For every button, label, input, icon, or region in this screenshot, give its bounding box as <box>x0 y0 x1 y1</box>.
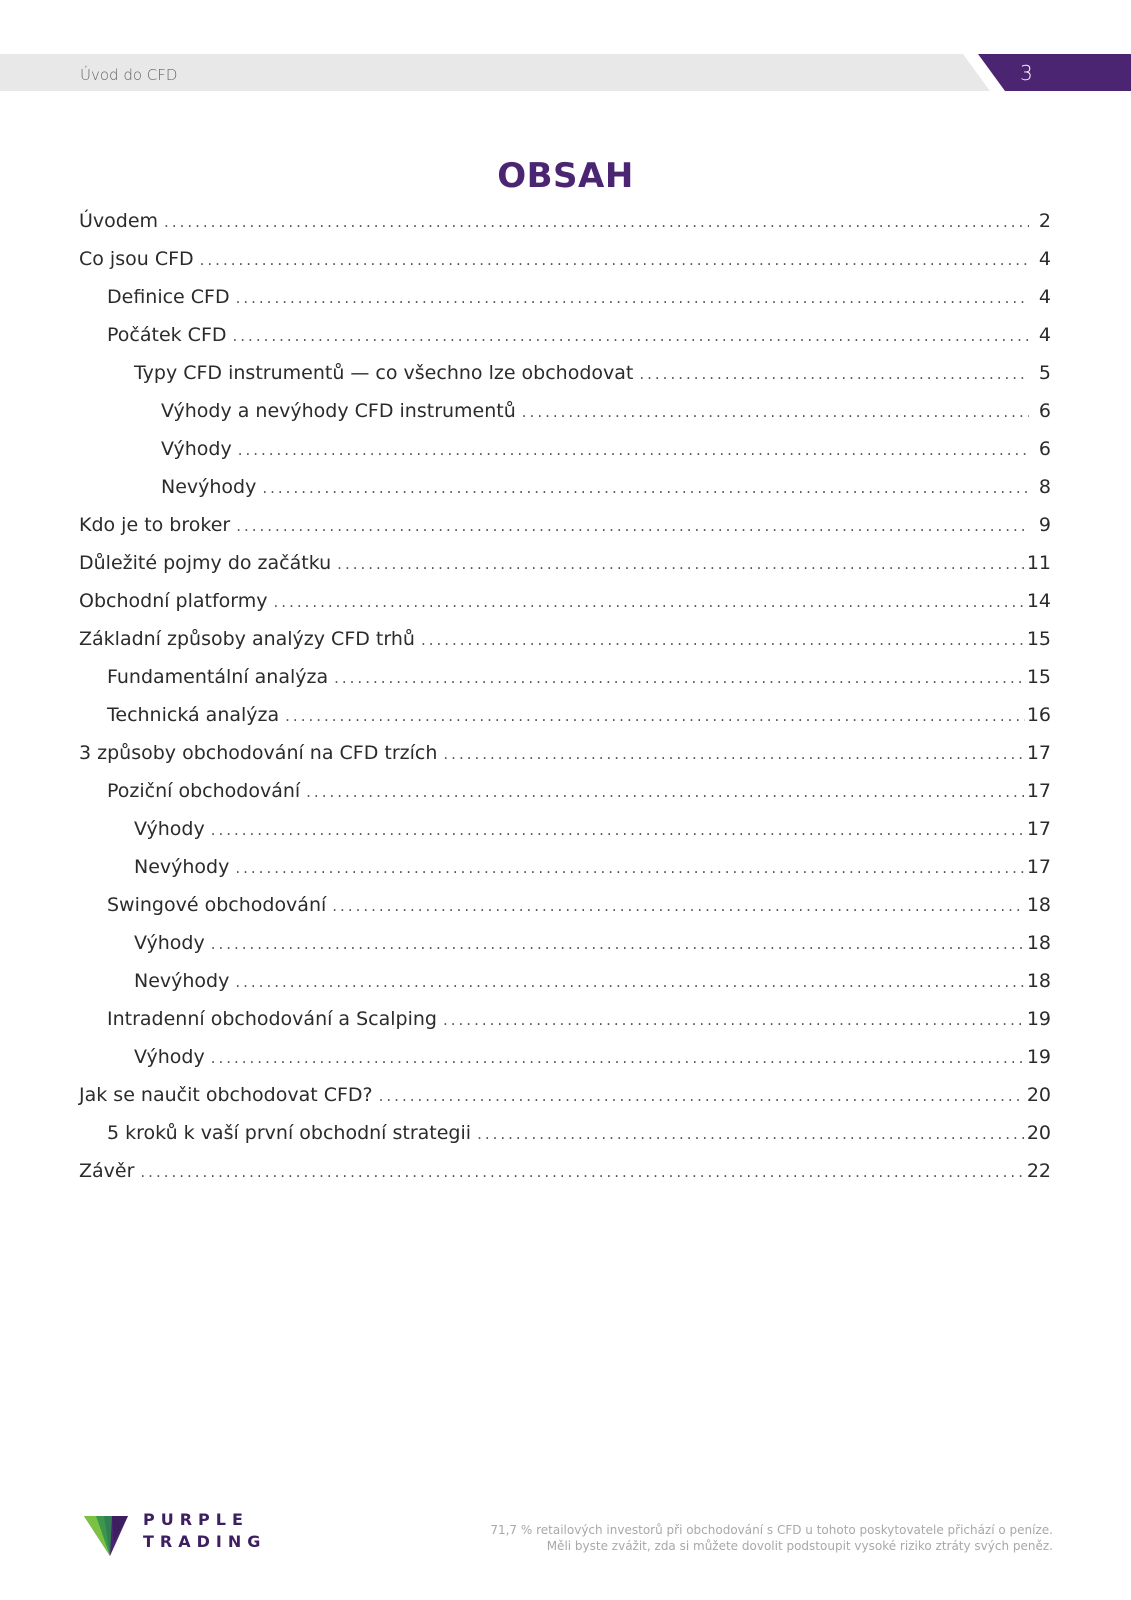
toc-entry-label: Typy CFD instrumentů — co všechno lze obchodovat <box>134 362 634 384</box>
toc-entry-page: 6 <box>1038 400 1051 422</box>
toc-entry-page: 4 <box>1038 248 1051 270</box>
toc-dot-leader <box>285 697 1025 735</box>
toc-dot-leader <box>211 811 1025 849</box>
toc-entry[interactable] <box>79 1114 1051 1152</box>
toc-entry-label: Nevýhody <box>161 476 257 498</box>
toc-entry[interactable] <box>79 886 1051 924</box>
table-of-contents <box>79 202 1051 1190</box>
toc-dot-leader <box>332 887 1025 925</box>
toc-entry[interactable] <box>79 544 1051 582</box>
toc-dot-leader <box>164 203 1029 241</box>
toc-entry-page: 9 <box>1038 514 1051 536</box>
toc-dot-leader <box>443 1001 1025 1039</box>
toc-entry[interactable] <box>79 658 1051 696</box>
toc-entry[interactable] <box>79 354 1051 392</box>
toc-entry-label: Swingové obchodování <box>107 894 327 916</box>
toc-dot-leader <box>200 241 1029 279</box>
toc-entry-label: Výhody a nevýhody CFD instrumentů <box>161 400 516 422</box>
toc-entry-page: 16 <box>1026 704 1051 726</box>
toc-dot-leader <box>238 431 1029 469</box>
toc-entry-label: Intradenní obchodování a Scalping <box>107 1008 437 1030</box>
toc-dot-leader <box>236 279 1029 317</box>
toc-entry-label: Co jsou CFD <box>79 248 194 270</box>
toc-entry-label: Poziční obchodování <box>107 780 301 802</box>
toc-entry-label: Úvodem <box>79 210 159 232</box>
page-number: 3 <box>1020 61 1033 85</box>
toc-entry[interactable] <box>79 468 1051 506</box>
toc-entry[interactable] <box>79 430 1051 468</box>
toc-dot-leader <box>235 849 1024 887</box>
toc-entry-label: Jak se naučit obchodovat CFD? <box>79 1084 373 1106</box>
toc-entry-page: 5 <box>1038 362 1051 384</box>
toc-entry[interactable] <box>79 734 1051 772</box>
toc-entry-page: 15 <box>1026 628 1051 650</box>
toc-dot-leader <box>639 355 1029 393</box>
toc-entry[interactable] <box>79 924 1051 962</box>
toc-entry[interactable] <box>79 278 1051 316</box>
toc-entry-label: Nevýhody <box>134 856 230 878</box>
toc-entry-page: 6 <box>1038 438 1051 460</box>
toc-entry-page: 15 <box>1026 666 1051 688</box>
toc-entry-page: 18 <box>1026 970 1051 992</box>
toc-dot-leader <box>379 1077 1025 1115</box>
toc-dot-leader <box>235 963 1024 1001</box>
toc-entry[interactable] <box>79 316 1051 354</box>
toc-dot-leader <box>421 621 1025 659</box>
toc-entry-page: 20 <box>1026 1084 1051 1106</box>
toc-entry-page: 4 <box>1038 286 1051 308</box>
toc-entry-page: 18 <box>1026 932 1051 954</box>
toc-entry-label: 3 způsoby obchodování na CFD trzích <box>79 742 438 764</box>
toc-dot-leader <box>274 583 1025 621</box>
toc-entry-page: 11 <box>1026 552 1051 574</box>
toc-dot-leader <box>211 925 1025 963</box>
toc-dot-leader <box>140 1153 1024 1191</box>
toc-entry-label: Výhody <box>134 818 205 840</box>
toc-entry[interactable] <box>79 696 1051 734</box>
toc-entry-page: 2 <box>1038 210 1051 232</box>
toc-dot-leader <box>522 393 1029 431</box>
toc-entry-label: Závěr <box>79 1160 135 1182</box>
toc-entry[interactable] <box>79 1038 1051 1076</box>
toc-entry-label: Výhody <box>134 932 205 954</box>
toc-entry-label: Důležité pojmy do začátku <box>79 552 332 574</box>
toc-entry-page: 14 <box>1026 590 1051 612</box>
risk-disclaimer <box>433 1522 1053 1554</box>
disclaimer-line-1: 71,7 % retailových investorů při obchodování s CFD u tohoto poskytovatele přichází o peníze. <box>490 1523 1053 1537</box>
toc-entry-label: Výhody <box>161 438 232 460</box>
toc-entry-label: Kdo je to broker <box>79 514 231 536</box>
toc-entry[interactable] <box>79 848 1051 886</box>
toc-dot-leader <box>233 317 1029 355</box>
header-section-title: Úvod do CFD <box>80 66 178 84</box>
toc-entry-label: Nevýhody <box>134 970 230 992</box>
page-number-tab <box>978 54 1131 91</box>
toc-entry-label: Technická analýza <box>107 704 280 726</box>
toc-entry-page: 4 <box>1038 324 1051 346</box>
toc-dot-leader <box>236 507 1029 545</box>
toc-entry-label: 5 kroků k vaší první obchodní strategii <box>107 1122 472 1144</box>
toc-entry[interactable] <box>79 810 1051 848</box>
toc-entry-page: 17 <box>1026 856 1051 878</box>
toc-entry-page: 19 <box>1026 1008 1051 1030</box>
toc-entry[interactable] <box>79 1076 1051 1114</box>
toc-dot-leader <box>262 469 1029 507</box>
toc-dot-leader <box>306 773 1025 811</box>
toc-entry-label: Základní způsoby analýzy CFD trhů <box>79 628 415 650</box>
toc-dot-leader <box>443 735 1024 773</box>
toc-dot-leader <box>211 1039 1025 1077</box>
toc-entry[interactable] <box>79 582 1051 620</box>
toc-entry-label: Počátek CFD <box>107 324 227 346</box>
logo-word-trading: TRADING <box>143 1532 267 1551</box>
toc-entry[interactable] <box>79 1000 1051 1038</box>
toc-entry[interactable] <box>79 202 1051 240</box>
toc-entry[interactable] <box>79 1152 1051 1190</box>
toc-entry-page: 17 <box>1026 818 1051 840</box>
toc-entry[interactable] <box>79 240 1051 278</box>
disclaimer-line-2: Měli byste zvážit, zda si můžete dovolit podstoupit vysoké riziko ztráty svých peněz. <box>546 1539 1053 1553</box>
toc-entry-page: 18 <box>1026 894 1051 916</box>
toc-entry[interactable] <box>79 392 1051 430</box>
toc-entry-page: 22 <box>1026 1160 1051 1182</box>
toc-entry-label: Fundamentální analýza <box>107 666 329 688</box>
toc-dot-leader <box>334 659 1025 697</box>
logo-word-purple: PURPLE <box>143 1510 249 1529</box>
toc-entry-label: Definice CFD <box>107 286 230 308</box>
toc-entry-page: 19 <box>1026 1046 1051 1068</box>
purple-trading-logo-icon <box>84 1516 130 1558</box>
toc-entry[interactable] <box>79 506 1051 544</box>
toc-title: OBSAH <box>497 156 634 196</box>
toc-entry[interactable] <box>79 772 1051 810</box>
toc-entry-page: 20 <box>1026 1122 1051 1144</box>
toc-entry-page: 17 <box>1026 780 1051 802</box>
toc-entry-label: Výhody <box>134 1046 205 1068</box>
toc-dot-leader <box>477 1115 1025 1153</box>
toc-entry[interactable] <box>79 620 1051 658</box>
toc-dot-leader <box>337 545 1025 583</box>
toc-entry-page: 17 <box>1026 742 1051 764</box>
toc-entry-label: Obchodní platformy <box>79 590 268 612</box>
toc-entry-page: 8 <box>1038 476 1051 498</box>
toc-entry[interactable] <box>79 962 1051 1000</box>
